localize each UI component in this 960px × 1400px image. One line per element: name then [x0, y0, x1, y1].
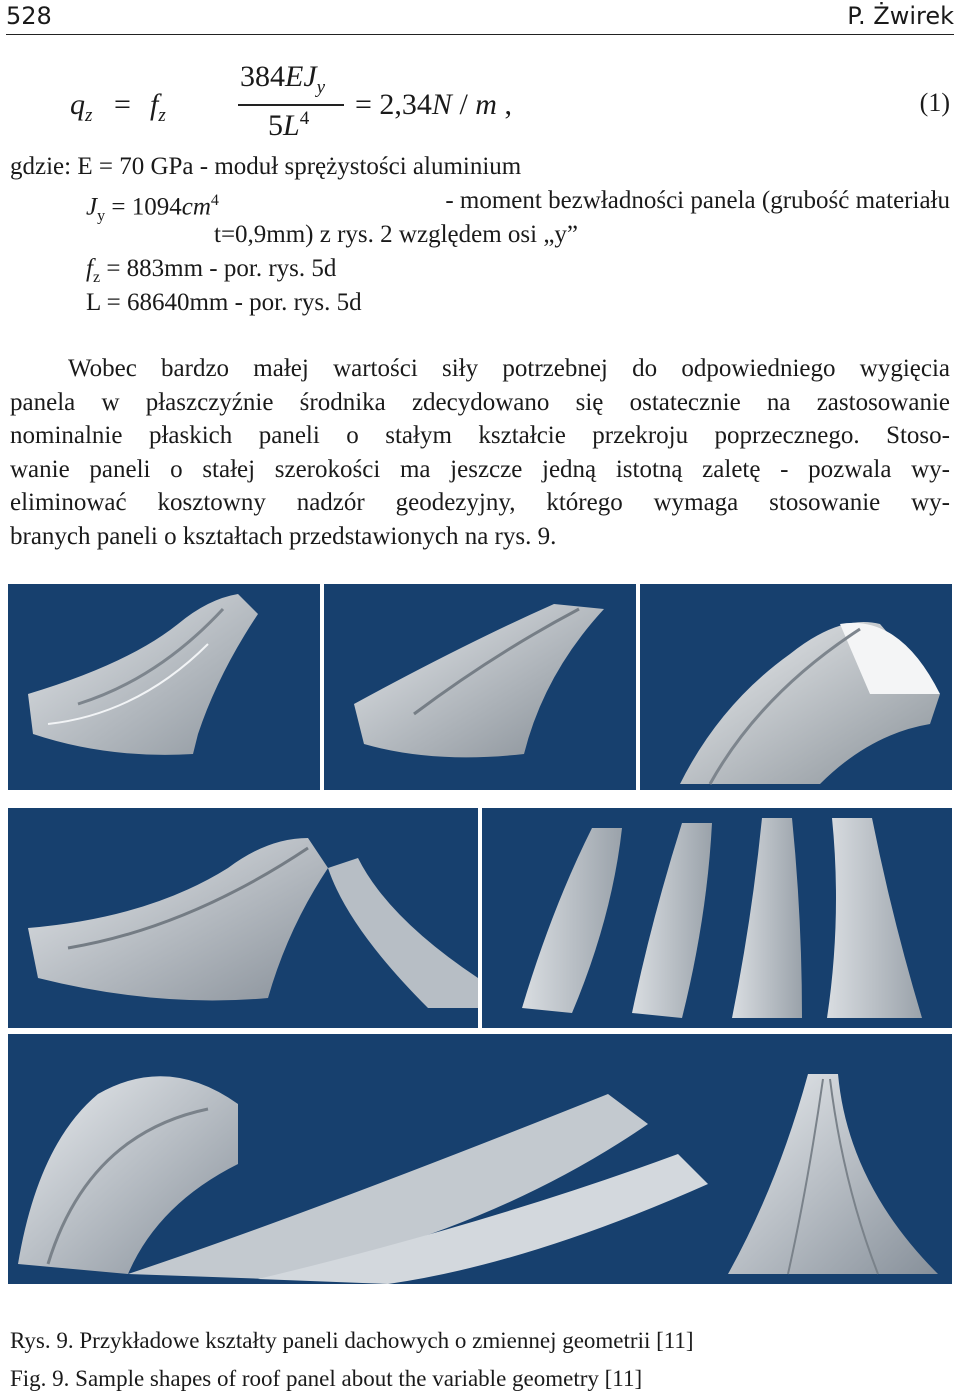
- equation-number: (1): [919, 88, 950, 117]
- paragraph-line: wanie paneli o stałej szerokości ma jeszcze jedną istotną zaletę - pozwala wy-: [10, 455, 950, 483]
- paragraph-line: panela w płaszczyźnie środnika zdecydowano się ostatecznie na zastosowanie: [10, 388, 950, 416]
- paragraph-line: nominalnie płaskich paneli o stałym kształcie przekroju poprzecznego. Stoso-: [10, 422, 950, 449]
- equation-1: [70, 60, 950, 150]
- body-paragraph: [10, 352, 950, 553]
- running-head: P. Żwirek: [847, 2, 954, 30]
- paragraph-line: Wobec bardzo małej wartości siły potrzebnej do odpowiedniego wygięcia: [68, 355, 950, 382]
- panel-photo-arched: [640, 584, 952, 790]
- figure-caption-pl: Rys. 9. Przykładowe kształty paneli dachowych o zmiennej geometrii [11]: [10, 1328, 694, 1353]
- definition-l: L = 68640mm - por. rys. 5d: [86, 289, 362, 316]
- equation-result: = 2,34N / m ,: [355, 88, 512, 121]
- fraction-line: [238, 104, 344, 106]
- fraction-numerator: $384EJ_y$: [240, 60, 326, 98]
- paragraph-line: branych paneli o kształtach przedstawionych na rys. 9.: [10, 522, 557, 550]
- figure-caption-en: Fig. 9. Sample shapes of roof panel about the variable geometry [11]: [10, 1366, 643, 1391]
- equals-sign: =: [114, 88, 131, 121]
- panel-photo-fan-shaped: [8, 1034, 952, 1284]
- panel-photo-tapered-strips: [482, 808, 952, 1028]
- equation-factor: $f_z$: [150, 88, 166, 126]
- page-number: 528: [6, 2, 52, 30]
- definition-jy: $J_y = 1094cm^4$ - moment bezwładności panela (grubość materiału: [86, 187, 950, 225]
- fraction-denominator: $5L^4$: [268, 108, 310, 142]
- page-header: [6, 0, 954, 35]
- equation-lhs: $q_z$: [70, 88, 93, 126]
- paragraph-line: eliminować kosztowny nadzór geodezyjny, którego wymaga stosowanie wy-: [10, 489, 950, 516]
- equation-fraction: [238, 60, 348, 148]
- panel-photo-twisted-pair: [8, 808, 478, 1028]
- definition-fz: $f_z = 883mm$ - por. rys. 5d: [86, 255, 337, 286]
- panel-photo-curved-tapered: [324, 584, 636, 790]
- definition-e: gdzie: E = 70 GPa - moduł sprężystości aluminium: [10, 153, 522, 180]
- figure-9: [8, 584, 952, 1284]
- panel-photo-curved-twisted: [8, 584, 320, 790]
- definition-jy-continued: t=0,9mm) z rys. 2 względem osi „y”: [214, 221, 579, 248]
